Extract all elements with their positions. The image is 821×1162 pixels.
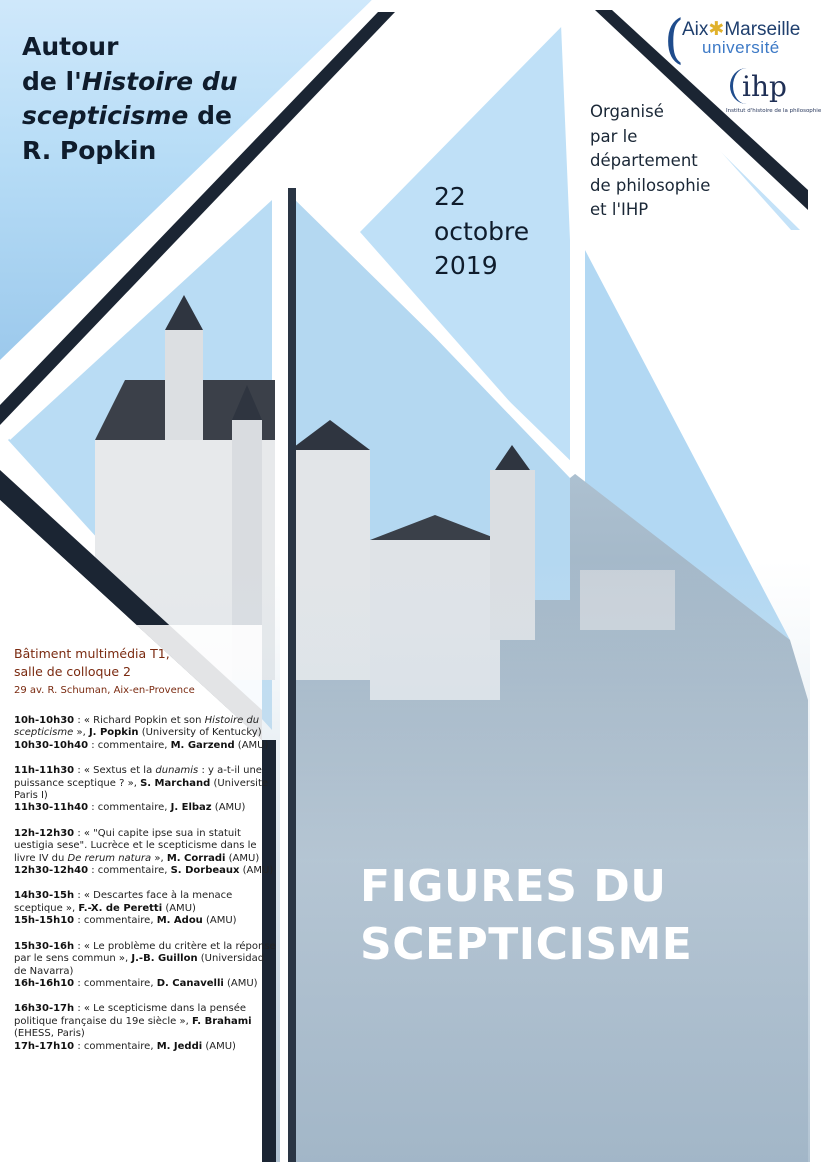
date-month: octobre [434,216,530,246]
program-slot [14,890,276,927]
navy-stripe-vertical-3 [288,188,296,1162]
organizer-line: par le [590,126,638,146]
affiliation: (AMU) [234,739,269,751]
title-line-3-italic: scepticisme [22,101,189,130]
title-line-3-post: de [188,101,232,130]
affiliation: (EHESS, Paris) [14,1028,85,1040]
amu-logo [664,10,804,70]
comment-entry [14,978,276,990]
speaker: F.-X. de Peretti [78,902,163,914]
organizer-line: département [590,151,698,170]
address: 29 av. R. Schuman, Aix-en-Provence [14,685,195,696]
talk-entry [14,828,276,865]
talk-text: : « Descartes face à la menace sceptique », [14,890,233,914]
talk-text: : « "Qui capite ipse sua in statuit uestigia sese". Lucrèce et le scepticisme dans le livre IV du [14,827,257,864]
organizer-line: Organisé [590,102,664,121]
title-line-2-italic: Histoire du [81,66,238,96]
affiliation: (University of Kentucky) [138,727,262,739]
event-big-title [360,858,800,974]
comment-text: : commentaire, [88,802,171,814]
speaker: J. Popkin [88,727,139,739]
talk-time: 15h30-16h [14,940,75,952]
title-line-1: Autour [22,32,119,61]
comment-time: 10h30-10h40 [14,739,89,751]
talk-italic: Histoire du scepticisme [14,715,260,739]
program-slot [14,765,276,815]
program-slot [14,1003,276,1053]
venue-line: salle de colloque 2 [14,664,131,679]
talk-entry [14,941,276,978]
affiliation: (Universidad de Navarra) [14,953,265,977]
talk-time: 12h-12h30 [14,827,75,839]
affiliation: (AMU) [223,977,258,989]
poster-title [22,30,282,168]
speaker: S. Marchand [140,777,211,789]
commentator: M. Jeddi [156,1040,203,1052]
comment-entry [14,865,276,877]
talk-italic: De rerum natura [67,852,152,864]
comment-time: 16h-16h10 [14,977,75,989]
program [14,715,276,1066]
talk-time: 14h30-15h [14,890,75,902]
organizer-line: et l'IHP [590,200,649,219]
big-title-line-1: FIGURES DU [360,861,667,912]
amu-bracket-icon: ( [664,10,685,70]
talk-entry [14,765,276,802]
speaker: F. Brahami [191,1015,252,1027]
program-slot [14,828,276,878]
organizer-line: de philosophie [590,175,711,195]
amu-logo-name-1: Aix [682,19,709,40]
big-title-line-2: SCEPTICISME [360,919,693,970]
talk-italic: dunamis [155,765,199,777]
affiliation: (AMU) [239,865,274,877]
organizer-text [590,100,750,223]
amu-logo-sub: université [702,38,780,57]
commentator: J. Elbaz [170,802,212,814]
comment-time: 17h-17h10 [14,1040,75,1052]
event-date [434,180,574,284]
amu-logo-name-2: Marseille [724,19,801,40]
comment-entry [14,740,276,752]
title-line-4: R. Popkin [22,135,157,165]
talk-text: : « Le problème du critère et la réponse par le sens commun », [14,940,276,965]
affiliation: (AMU) [202,1040,236,1052]
comment-text: : commentaire, [74,977,157,989]
comment-entry [14,802,276,814]
comment-time: 12h30-12h40 [14,865,89,877]
ihp-logo-sub: Institut d'histoire de la philosophie [726,108,821,114]
commentator: M. Garzend [170,739,235,751]
affiliation: (Universite Paris I) [14,777,269,802]
talk-entry [14,715,276,740]
affiliation: (AMU) [162,902,196,914]
affiliation: (AMU) [211,802,246,814]
talk-time: 11h-11h30 [14,765,75,777]
date-day: 22 [434,182,466,211]
comment-text: : commentaire, [88,865,171,877]
venue-line: Bâtiment multimédia T1, [14,646,170,661]
commentator: S. Dorbeaux [170,865,240,877]
speaker: M. Corradi [166,852,226,864]
talk-text: », [73,727,89,739]
comment-entry [14,915,276,927]
speaker: J.-B. Guillon [131,953,198,965]
talk-text: », [151,852,167,864]
comment-text: : commentaire, [74,915,157,927]
navy-stripe-vertical-2 [280,188,288,1162]
commentator: M. Adou [156,915,203,927]
talk-text: : « Sextus et la [74,765,156,777]
comment-text: : commentaire, [74,1040,157,1052]
comment-text: : commentaire, [88,739,171,751]
affiliation: (AMU) [225,852,260,864]
title-line-2-pre: de l' [22,66,82,96]
ihp-logo-text: ihp [742,70,787,103]
commentator: D. Canavelli [156,977,224,989]
amu-star-icon: ✱ [708,19,725,40]
comment-time: 11h30-11h40 [14,802,89,814]
talk-text: : « Le scepticisme dans la pensée politique française du 19e siècle », [14,1003,246,1027]
talk-text: : « Richard Popkin et son [74,715,205,726]
affiliation: (AMU) [202,915,237,927]
talk-time: 16h30-17h [14,1003,75,1015]
talk-time: 10h-10h30 [14,715,75,726]
amu-logo-name [682,20,800,40]
program-slot [14,941,276,991]
date-year: 2019 [434,251,498,280]
comment-entry [14,1041,276,1053]
talk-text: : y a-t-il une puissance sceptique ? », [14,765,262,789]
program-slot [14,715,276,752]
comment-time: 15h-15h10 [14,915,75,927]
talk-entry [14,1003,276,1040]
venue [14,645,264,681]
talk-entry [14,890,276,915]
